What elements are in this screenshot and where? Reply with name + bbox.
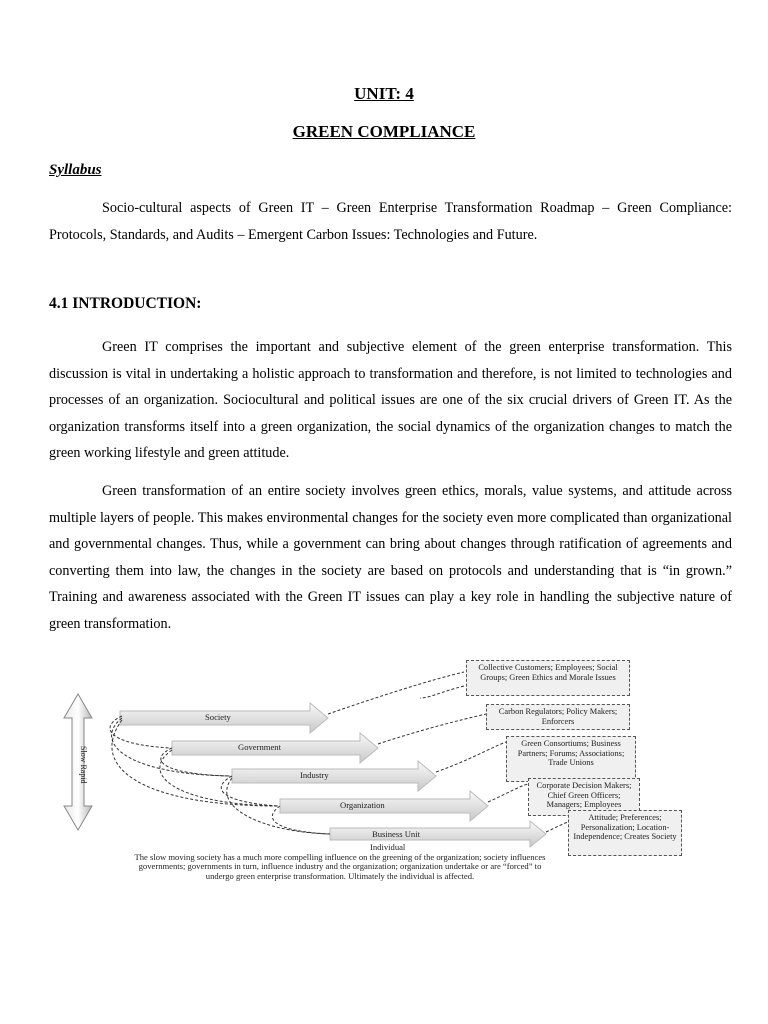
box-carbon-regulators: Carbon Regulators; Policy Makers; Enforcers	[486, 704, 630, 730]
page-title: GREEN COMPLIANCE	[292, 122, 476, 141]
syllabus-heading: Syllabus	[49, 162, 102, 178]
level-business-unit: Business Unit	[372, 829, 420, 839]
box-attitude-preferences: Attitude; Preferences; Personalization; Location-Independence; Creates Society	[568, 810, 682, 856]
box-collective-customers: Collective Customers; Employees; Social Groups; Green Ethics and Morale Issues	[466, 660, 630, 696]
green-transformation-figure	[60, 656, 690, 906]
level-industry: Industry	[300, 770, 329, 780]
section-heading-introduction: 4.1 INTRODUCTION:	[49, 295, 202, 312]
level-individual: Individual	[370, 842, 406, 852]
box-green-consortiums: Green Consortiums; Business Partners; Forums; Associations; Trade Unions	[506, 736, 636, 782]
intro-paragraph-1: Green IT comprises the important and subjective element of the green enterprise transformation. This discussion is vital in undertaking a holistic approach to transformation and therefore, is not limited to technologies and processes of an organization. Sociocultural and political issues are one of the six crucial drivers of Green IT. As the organization transforms itself into a green organization, the social dynamics of the organization changes to match the green working lifestyle and green attitude.	[49, 339, 732, 461]
level-organization: Organization	[340, 800, 385, 810]
syllabus-text: Socio-cultural aspects of Green IT – Green Enterprise Transformation Roadmap – Green Compliance: Protocols, Standards, and Audits – Emergent Carbon Issues: Technologies and Future.	[49, 200, 732, 243]
figure-caption: The slow moving society has a much more compelling influence on the greening of the organization; society influences governments; governments in turn, influence industry and the organization; organization undertake or are “forced” to undergo green enterprise transformation. Ultimately the individual is affected.	[134, 852, 546, 881]
level-government: Government	[238, 742, 281, 752]
level-society: Society	[205, 712, 231, 722]
axis-label-slow-rapid: Slow Rapid	[79, 746, 88, 784]
arrow-business-unit	[330, 821, 546, 847]
box-corporate-decision-makers: Corporate Decision Makers; Chief Green Officers; Managers; Employees	[528, 778, 640, 816]
arrow-industry	[232, 761, 436, 791]
intro-paragraph-2: Green transformation of an entire society involves green ethics, morals, value systems, and attitude across multiple layers of people. This makes environmental changes for the society even more complicated than organizational and governmental changes. Thus, while a government can bring about changes through ratification of agreements and converting them into law, the changes in the society are based on protocols and understanding that is “in grown.” Training and awareness associated with the Green IT issues can play a key role in handling the subjective nature of green transformation.	[49, 483, 732, 632]
unit-heading: UNIT: 4	[354, 84, 414, 103]
